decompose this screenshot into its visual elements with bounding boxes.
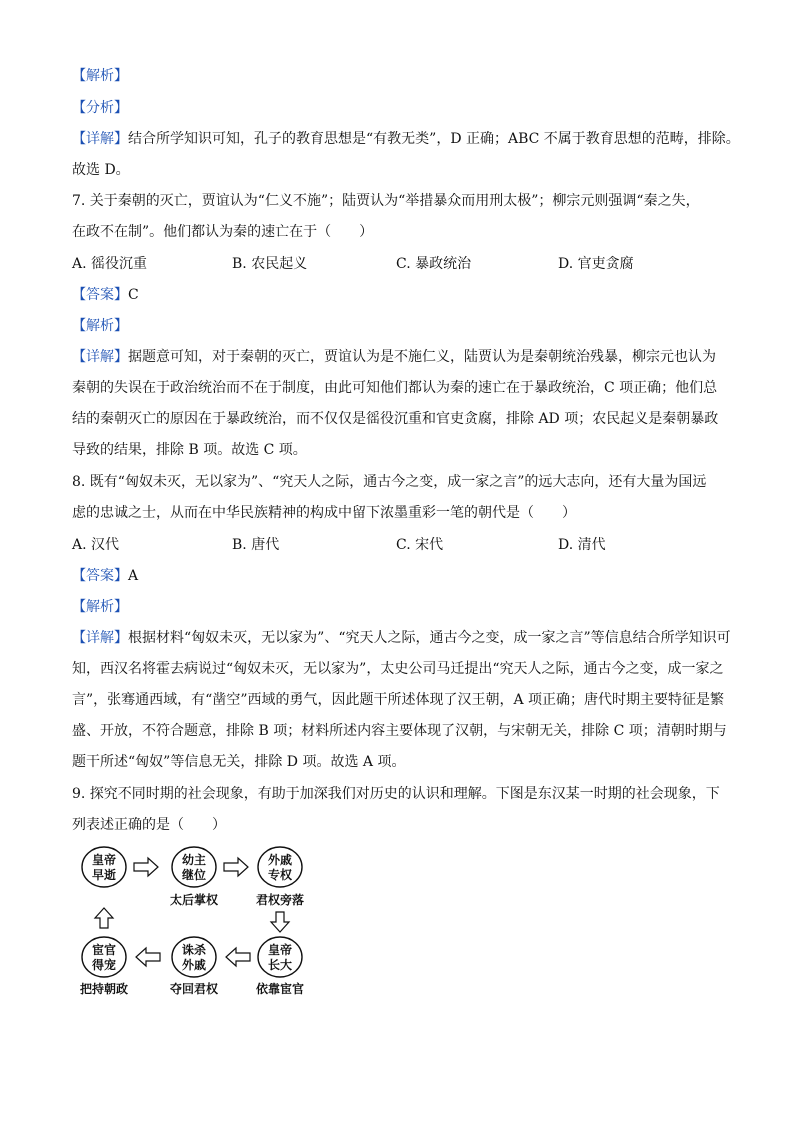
arrow-right-1: [134, 858, 158, 876]
node6-line2: 得宠: [91, 958, 117, 972]
caption-power-lost: 君权旁落: [255, 893, 305, 907]
detail-paragraph-cont: 故选 D。: [72, 162, 130, 178]
q7-stem: 7. 关于秦朝的灭亡，贾谊认为“仁义不施”；陆贾认为“举措暴众而用刑太极”；柳宗元则强调“秦之失，: [72, 193, 700, 209]
q8-detail-l5: 题干所述“匈奴”等信息无关，排除 D 项。故选 A 项。: [72, 754, 406, 770]
q7-option-a: A. 徭役沉重: [72, 256, 148, 272]
node1-line2: 早逝: [91, 868, 117, 882]
caption-control-court: 把持朝政: [79, 982, 129, 996]
node2-line2: 继位: [181, 868, 207, 882]
q7-detail-l3: 结的秦朝灭亡的原因在于暴政统治，而不仅仅是徭役沉重和官吏贪腐，排除 AD 项；农民起义是秦朝暴政: [72, 411, 719, 427]
detail-paragraph: 【详解】结合所学知识可知，孔子的教育思想是“有教无类”，D 正确；ABC 不属于教育思想的范畴，排除。: [72, 131, 740, 147]
caption-empress-dowager: 太后掌权: [169, 893, 219, 907]
node5-line2: 外戚: [181, 958, 207, 972]
q7-detail: 【详解】据题意可知，对于秦朝的灭亡，贾谊认为是不施仁义，陆贾认为是秦朝统治残暴，柳宗元也认为: [72, 349, 716, 365]
node1-line1: 皇帝: [91, 853, 117, 867]
fenxi-heading: 【分析】: [72, 100, 128, 116]
q8-detail-l2: 知，西汉名将霍去病说过“匈奴未灭，无以家为”，太史公司马迁提出“究天人之际，通古今之变，成一家之: [72, 661, 724, 677]
q8-option-b: B. 唐代: [232, 537, 280, 553]
arrow-left-2: [136, 948, 160, 966]
caption-rely-eunuch: 依靠宦官: [255, 982, 305, 996]
q7-detail-l2: 秦朝的失误在于政治统治而不在于制度，由此可知他们都认为秦的速亡在于暴政统治，C 项正确；他们总: [72, 380, 718, 396]
q8-stem-cont: 虑的忠诚之士，从而在中华民族精神的构成中留下浓墨重彩一笔的朝代是（ ）: [72, 505, 576, 521]
arrow-right-2: [224, 858, 248, 876]
node5-line1: 诛杀: [181, 943, 207, 957]
q8-option-d: D. 清代: [558, 537, 606, 553]
q7-answer: 【答案】C: [72, 287, 139, 303]
node3-line1: 外戚: [267, 853, 293, 867]
q7-detail-l4: 导致的结果，排除 B 项。故选 C 项。: [72, 442, 307, 458]
arrow-down: [271, 912, 289, 932]
q9-stem-cont: 列表述正确的是（ ）: [72, 817, 226, 833]
q8-analysis-heading: 【解析】: [72, 599, 128, 615]
node4-line1: 皇帝: [267, 943, 293, 957]
arrow-left-1: [226, 948, 250, 966]
q7-option-d: D. 官吏贪腐: [558, 256, 634, 272]
arrow-up: [95, 908, 113, 928]
q8-detail-l4: 盛、开放，不符合题意，排除 B 项；材料所述内容主要体现了汉朝，与宋朝无关，排除 C 项；清朝时期与: [72, 723, 727, 739]
node6-line1: 宦官: [91, 943, 117, 957]
q8-option-c: C. 宋代: [396, 537, 444, 553]
q8-option-a: A. 汉代: [72, 537, 120, 553]
q7-option-b: B. 农民起义: [232, 256, 308, 272]
node2-line1: 幼主: [181, 853, 207, 867]
q9-stem: 9. 探究不同时期的社会现象，有助于加深我们对历史的认识和理解。下图是东汉某一时期的社会现象，下: [72, 786, 720, 802]
node3-line2: 专权: [267, 868, 293, 882]
analysis-heading: 【解析】: [72, 68, 128, 84]
q7-analysis-heading: 【解析】: [72, 318, 128, 334]
eastern-han-cycle-diagram: [72, 842, 322, 1002]
q7-stem-cont: 在政不在制”。他们都认为秦的速亡在于（ ）: [72, 224, 374, 240]
q8-detail-l3: 言”，张骞通西域，有“凿空”西域的勇气，因此题干所述体现了汉王朝，A 项正确；唐代时期主要特征是繁: [72, 692, 725, 708]
caption-regain-power: 夺回君权: [169, 982, 219, 996]
q8-answer: 【答案】A: [72, 568, 139, 584]
q8-detail: 【详解】根据材料“匈奴未灭，无以家为”、“究天人之际，通古今之变，成一家之言”等信息结合所学知识可: [72, 630, 731, 646]
q7-option-c: C. 暴政统治: [396, 256, 472, 272]
node4-line2: 长大: [267, 958, 293, 972]
q8-stem: 8. 既有“匈奴未灭，无以家为”、“究天人之际，通古今之变，成一家之言”的远大志向，还有大量为国远: [72, 474, 707, 490]
